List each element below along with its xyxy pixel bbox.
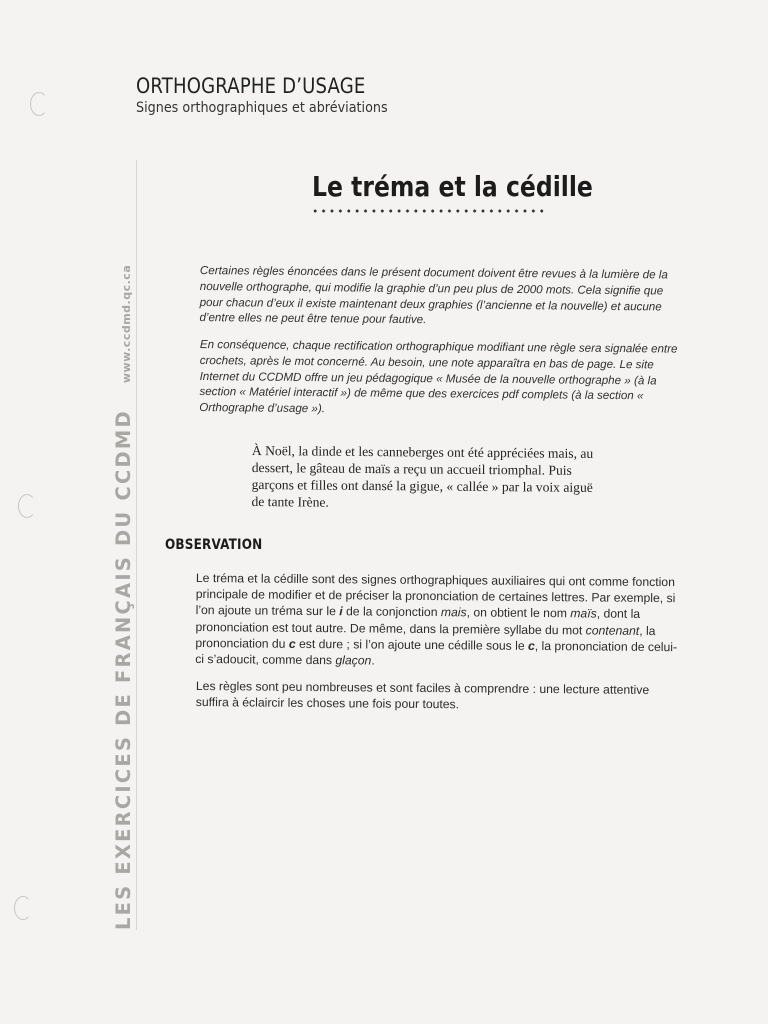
example-quote: À Noël, la dinde et les canneberges ont été appréciées mais, au dessert, le gâteau de maïs a reçu un accueil triomphal. Puis garçons et filles ont dansé la gigue, « callée » par la voix aiguë de tante Irène. (251, 442, 594, 510)
word-glacon: glaçon (335, 653, 372, 668)
section-title: ORTHOGRAPHE D’USAGE (136, 74, 366, 98)
sidebar-vertical-text (112, 265, 135, 930)
sidebar-divider (136, 160, 137, 930)
observation-paragraph-1 (195, 570, 682, 671)
text-run: , la prononciation de celui-ci s’adoucit, comme dans (195, 638, 678, 668)
binder-hole-top (30, 92, 48, 116)
word-mais-noun: maïs (570, 606, 597, 621)
word-mais: mais (440, 605, 467, 620)
binder-hole-middle (18, 494, 36, 518)
observation-heading: OBSERVATION (165, 537, 263, 553)
intro-paragraph-1: Certaines règles énoncées dans le présent document doivent être revues à la lumière de la nouvelle orthographe, qui modifie la graphie d’un peu plus de 2000 mots. Cela signifie que pour chacun d’eux il existe maintenant deux graphies (l’ancienne et la nouvelle) et aucune d’entre elles ne peut être tenue pour fautive. (199, 263, 668, 327)
text-run: de la conjonction (342, 604, 441, 620)
letter-c: c (527, 638, 535, 653)
text-run: , la prononciation du (195, 623, 656, 651)
letter-i: i (339, 604, 343, 619)
text-run: , dont la prononciation est tout autre. De même, dans la première syllabe du mot (195, 606, 641, 638)
letter-c: c (288, 636, 296, 651)
site-url: www.ccdmd.qc.ca (120, 264, 133, 384)
intro-paragraph-2: En conséquence, chaque rectification orthographique modifiant une règle sera signalée entre crochets, après le mot concerné. Au besoin, une note apparaîtra en bas de page. Le site Internet du CCDMD offre un jeu pédagogique « Musée de la nouvelle orthographe » (à la section « Matériel interactif ») de même que des exercices pdf complets (à la section « Orthographe d’usage »). (199, 337, 678, 416)
text-run: est dure ; si l’on ajoute une cédille sous le (295, 636, 529, 653)
word-contenant: contenant (585, 623, 640, 638)
series-name: LES EXERCICES DE FRANÇAIS DU CCDMD (112, 409, 135, 930)
title-dotted-underline (311, 207, 547, 221)
section-subtitle: Signes orthographiques et abréviations (136, 100, 388, 116)
text-run: , on obtient le nom (466, 605, 571, 621)
text-run: . (371, 653, 375, 668)
text-run: Le tréma et la cédille sont des signes orthographiques auxiliaires qui ont comme fonction principale de modifier et de préciser la prononciation de certaines lettres. Par exemple, si l’on ajoute un tréma sur le (195, 570, 676, 619)
binder-hole-bottom (14, 896, 32, 920)
page-title: Le tréma et la cédille (312, 170, 593, 203)
observation-paragraph-2: Les règles sont peu nombreuses et sont faciles à comprendre : une lecture attentive suffira à éclaircir les choses une fois pour toutes. (195, 678, 650, 712)
